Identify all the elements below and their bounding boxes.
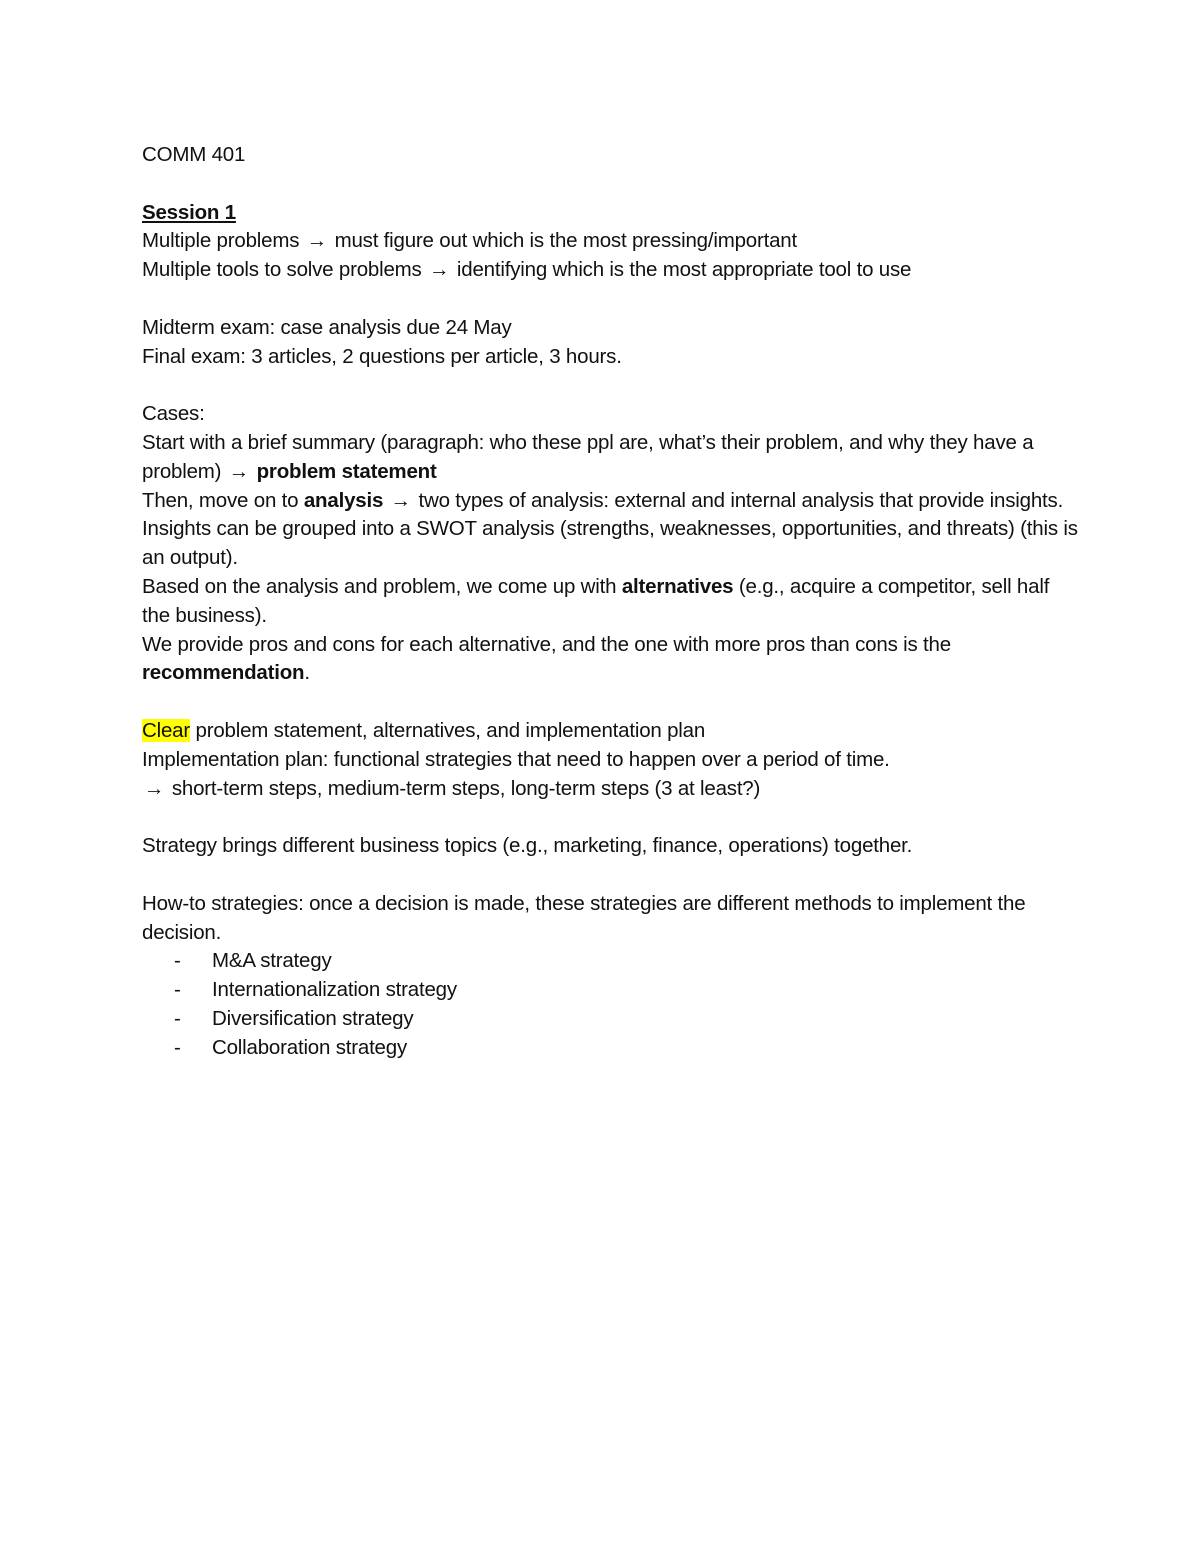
list-item bbox=[142, 947, 1082, 976]
bold-text: recommendation bbox=[142, 661, 305, 685]
note-midterm: Midterm exam: case analysis due 24 May bbox=[142, 315, 512, 339]
note-multiple-tools bbox=[142, 256, 1082, 285]
note-multiple-problems bbox=[142, 227, 1082, 256]
text: Start with a brief summary (paragraph: who these ppl are, what’s their problem, and why they have a problem) bbox=[142, 430, 1034, 483]
text: two types of analysis: external and internal analysis that provide insights. bbox=[418, 488, 1064, 512]
spacer bbox=[142, 688, 1082, 717]
document-page bbox=[142, 141, 1082, 1063]
bullet-dash: - bbox=[174, 1035, 181, 1059]
cases-analysis bbox=[142, 487, 1082, 516]
note-steps bbox=[142, 775, 1082, 804]
text: short-term steps, medium-term steps, long-term steps (3 at least?) bbox=[171, 776, 761, 800]
arrow-right-icon: → bbox=[306, 229, 328, 253]
strategy-list bbox=[142, 947, 1082, 1062]
list-item-text: Internationalization strategy bbox=[212, 978, 457, 1002]
spacer bbox=[142, 803, 1082, 832]
list-item bbox=[142, 976, 1082, 1005]
note-final: Final exam: 3 articles, 2 questions per article, 3 hours. bbox=[142, 344, 622, 368]
course-title: COMM 401 bbox=[142, 143, 246, 166]
spacer bbox=[142, 371, 1082, 400]
list-item-text: Collaboration strategy bbox=[212, 1035, 408, 1059]
bullet-dash: - bbox=[174, 949, 181, 973]
text: . bbox=[304, 661, 310, 685]
arrow-right-icon: → bbox=[144, 776, 165, 800]
text: (e.g., acquire a competitor, sell half the business). bbox=[142, 574, 1050, 627]
text: We provide pros and cons for each alternative, and the one with more pros than cons is the bbox=[142, 632, 951, 656]
bold-text: problem statement bbox=[256, 459, 437, 483]
cases-swot: Insights can be grouped into a SWOT analysis (strengths, weaknesses, opportunities, and threats) (this is an output). bbox=[142, 517, 1078, 570]
cases-alternatives bbox=[142, 573, 1082, 631]
spacer bbox=[142, 170, 1082, 199]
list-item bbox=[142, 1005, 1082, 1034]
note-implementation: Implementation plan: functional strategies that need to happen over a period of time. bbox=[142, 747, 890, 771]
highlighted-text: Clear bbox=[142, 718, 190, 742]
session-heading: Session 1 bbox=[142, 200, 236, 224]
note-clear bbox=[142, 717, 1082, 746]
note-howto: How-to strategies: once a decision is made, these strategies are different methods to implement the decision. bbox=[142, 891, 1026, 944]
list-item bbox=[142, 1034, 1082, 1063]
text: Multiple problems bbox=[142, 229, 300, 253]
arrow-right-icon: → bbox=[390, 488, 411, 512]
cases-summary bbox=[142, 429, 1082, 487]
cases-label: Cases: bbox=[142, 402, 205, 426]
bold-text: alternatives bbox=[621, 574, 734, 598]
text: Then, move on to bbox=[142, 488, 299, 512]
arrow-right-icon: → bbox=[429, 258, 450, 282]
text: problem statement, alternatives, and implementation plan bbox=[195, 718, 706, 742]
spacer bbox=[142, 861, 1082, 890]
text: Based on the analysis and problem, we come up with bbox=[142, 574, 617, 598]
bold-text: analysis bbox=[303, 488, 384, 512]
cases-recommendation bbox=[142, 631, 1082, 689]
bullet-dash: - bbox=[174, 1006, 181, 1030]
spacer bbox=[142, 285, 1082, 314]
bullet-dash: - bbox=[174, 978, 181, 1002]
list-item-text: M&A strategy bbox=[212, 949, 332, 973]
arrow-right-icon: → bbox=[228, 459, 250, 483]
text: identifying which is the most appropriate tool to use bbox=[456, 258, 912, 282]
list-item-text: Diversification strategy bbox=[212, 1006, 414, 1030]
text: must figure out which is the most pressing/important bbox=[334, 229, 798, 253]
note-strategy: Strategy brings different business topics (e.g., marketing, finance, operations) together. bbox=[142, 834, 913, 858]
text: Multiple tools to solve problems bbox=[142, 258, 422, 282]
